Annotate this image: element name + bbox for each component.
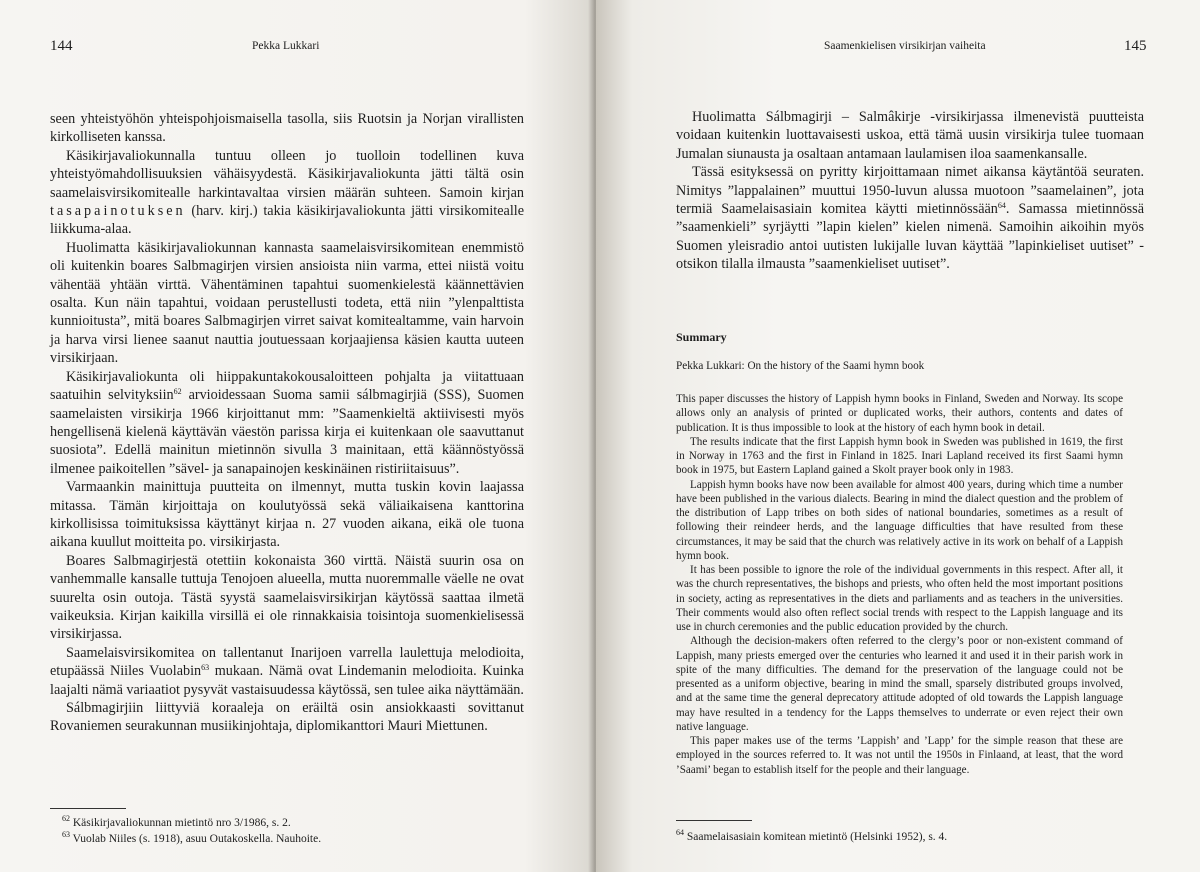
summary-body: [676, 392, 1123, 777]
footnote: $^{62}$ Käsikirjavaliokunnan mietintö nro 3/1986, s. 2.: [62, 814, 291, 829]
footnote: $^{64}$ Saamelaisasiain komitean mietintö (Helsinki 1952), s. 4.: [676, 828, 948, 843]
summary-paragraph: It has been possible to ignore the role of the individual governments in this respect. After all, it was the church representatives, the bishops and priests, who often held the most important positions in society, acting as representatives in the diets and parliaments and as teachers in the universities. Their comments would also often reflect social trends with respect to the Lappish language and its use in church ceremonies and the public education provided by the church.: [676, 564, 1123, 633]
paragraph: Saamelaisvirsikomitea on tallentanut Inarijoen varrella laulettuja melodioita, etupäässä Niiles Vuolabin$^{63}$ mukaan. Nämä ovat Lindemanin melodioita. Kuinka laajalti nämä variaatiot pysyvät vastaisuudessa käytössä, sen tulee aika näyttämään.: [50, 644, 524, 698]
footnote-ref[interactable]: 63: [201, 663, 210, 673]
paragraph: Huolimatta Sálbmagirji – Salmâkirje -virsikirjassa ilmenevistä puutteista voidaan kuitenkin luottavaisesti uskoa, että tämä uusin virsikirja tulee tuomaan Jumalan siunausta ja osaltaan antamaan laulamisen iloa saamenkansalle.: [676, 109, 1144, 162]
left-page: [0, 0, 596, 872]
summary-subtitle: Pekka Lukkari: On the history of the Saami hymn book: [676, 360, 925, 372]
summary-paragraph: This paper discusses the history of Lappish hymn books in Finland, Sweden and Norway. Its scope allows only an analysis of printed or duplicated works, their authors, contents and dates of publication. It is thus impossible to look at the history of each hymn book in detail.: [676, 393, 1123, 434]
paragraph: Boares Salbmagirjestä otettiin kokonaista 360 virttä. Näistä suurin osa on vanhemmalle kansalle tuttuja Tenojoen alueella, mutta nuoremmalle väelle ne ovat suurelta osin outoja. Tästä syystä saamelaisvirsikirjan käytössä saattaa ilmetä vaikeuksia. Kirjan kaikilla virsillä ei ole rinnakkaisia toisintoja suomenkielisessä virsikirjassa.: [50, 552, 524, 643]
page-number: 144: [50, 38, 73, 54]
paragraph: Sálbmagirjiin liittyviä koraaleja on eräiltä osin ansiokkaasti sovittanut Rovaniemen seurakunnan musiikinjohtaja, diplomikanttori Mauri Miettunen.: [50, 700, 524, 735]
footnote: $^{63}$ Vuolab Niiles (s. 1918), asuu Outakoskella. Nauhoite.: [62, 830, 322, 845]
paragraph: Tässä esityksessä on pyritty kirjoittamaan nimet aikansa käytäntöä seuraten. Nimitys ”lappalainen” muuttui 1950-luvun alussa muotoon ”saamelainen”, jota termiä Saamelaisasiain komitea käytti mietinnössään$^{64}$. Samassa mietinnössä ”saamenkieli” syrjäytti ”lapin kielen” kielen nimenä. Samoihin aikoihin myös Suomen yleisradio antoi uutisten lukijalle luvan käyttää ”lapinkieliset uutiset” -otsikon tilalla ilmausta ”saamenkieliset uutiset”.: [676, 164, 1145, 273]
right-page: [596, 0, 1200, 872]
summary-heading: Summary: [676, 330, 727, 344]
page-number: 145: [1124, 38, 1147, 54]
footnotes: [676, 829, 947, 845]
footnote-rule: [50, 808, 126, 809]
footnote-ref[interactable]: 62: [173, 387, 182, 397]
running-head: Saamenkielisen virsikirjan vaiheita: [824, 40, 986, 52]
paragraph: seen yhteistyöhön yhteispohjoismaisella tasolla, siis Ruotsin ja Norjan virallisten kirkolliseten kanssa.: [50, 111, 524, 146]
summary-paragraph: The results indicate that the first Lappish hymn book in Sweden was published in 1619, the first in Norway in 1763 and the first in Finland in 1825. Inari Lapland received its first Saami hymn book in 1975, but Eastern Lapland gained a Skolt prayer book only in 1983.: [676, 435, 1123, 477]
right-body-text: [676, 108, 1144, 274]
paragraph: Huolimatta käsikirjavaliokunnan kannasta saamelaisvirsikomitean enemmistö oli kuitenkin boares Salbmagirjen virsien ansioista niin varma, ettei niistä voitu vähentää yhtään virttä. Vähentäminen tapahtui suomenkielestä käännettävien osalta. Kun näin tapahtui, voidaan perustellusti todeta, että niin ”ylenpalttista kunnioitusta”, mitä boares Salbmagirjen virret saivat komitealtamme, vain harvoin ja harva virsi lienee saanut nauttia joutuessaan korjaajiensa käsien kautta uuteen virsikirjaan.: [50, 239, 524, 367]
summary-paragraph: Lappish hymn books have now been available for almost 400 years, during which time a number have been published in the various dialects. Bearing in mind the dialect question and the problem of the distribution of Lapp tribes on both sides of national boundaries, sometimes as a result of following their reindeer herds, and the language difficulties that have resulted from these circumstances, it may be said that the church was relatively active in its work on behalf of a Lappish hymn book.: [676, 478, 1123, 562]
spaced-emphasis: tasapainotuksen: [50, 203, 186, 220]
summary-paragraph: This paper makes use of the terms ’Lappish’ and ’Lapp’ for the simple reason that these are employed in the sources referred to. It was not until the 1950s in Finlaand, at least, that the word ’Saami’ began to establish itself for the people and their language.: [676, 735, 1123, 776]
paragraph: Käsikirjavaliokunta oli hiippakuntakokousaloitteen pohjalta ja viitattuaan saatuihin selvityksiin$^{62}$ arvioidessaan Suoma samii sálbmagirjiä (SSS), Suomen saamelaisten virsikirja 1966 kirjoittanut mm: ”Saamenkieltä aktiivisesti myös hengellisenä kielenä käyttävän väestön parissa kirja ei kuitenkaan ole saavuttanut suosiota”. Edellä mainitun mietinnön sivulla 3 mainitaan, että käännöstyössä ilmenee paikoitellen ”sävel- ja sanapainojen keskinäinen ristiriitaisuus”.: [50, 368, 524, 477]
left-body-text: [50, 110, 524, 736]
footnotes: [62, 815, 321, 847]
footnote-ref[interactable]: 64: [997, 201, 1006, 211]
running-head: Pekka Lukkari: [252, 40, 320, 52]
paragraph: Käsikirjavaliokunnalla tuntuu olleen jo tuolloin todellinen kuva yhteistyömahdollisuuksien vähäisyydestä. Käsikirjavaliokunta jätti tältä osin saamelaisvirsikomitealle harkintavaltaa virsien määrän suhteen. Samoin kirjan tasapainotuksen (harv. kirj.) takia käsikirjavaliokunta jätti virsikomitealle liikkuma-alaa.: [50, 147, 524, 238]
paragraph: Varmaankin mainittuja puutteita on ilmennyt, mutta tuskin kovin laajassa mitassa. Tämän kirjoittaja on koulutyössä sekä väliaikaisena kanttorina kirkollisissa toimituksissa käyttänyt kirjaa n. 27 vuoden aikana, eikä ole tuona aikana kuullut moitteita po. virsikirjasta.: [50, 479, 524, 551]
summary-paragraph: Although the decision-makers often referred to the clergy’s poor or non-existent command of Lappish, many priests emerged over the centuries who learned it and used it in their parish work in spite of the many difficulties. The demand for the preservation of the language could not be presented as a uniform objective, bearing in mind the small, sparsely distributed groups involved, and at the same time the general deprecatory attitude adopted of old towards the Lappish language may have resulted in a tendency for the Lapps themselves to underrate or even reject their own native language.: [676, 635, 1123, 733]
footnote-rule: [676, 820, 752, 821]
